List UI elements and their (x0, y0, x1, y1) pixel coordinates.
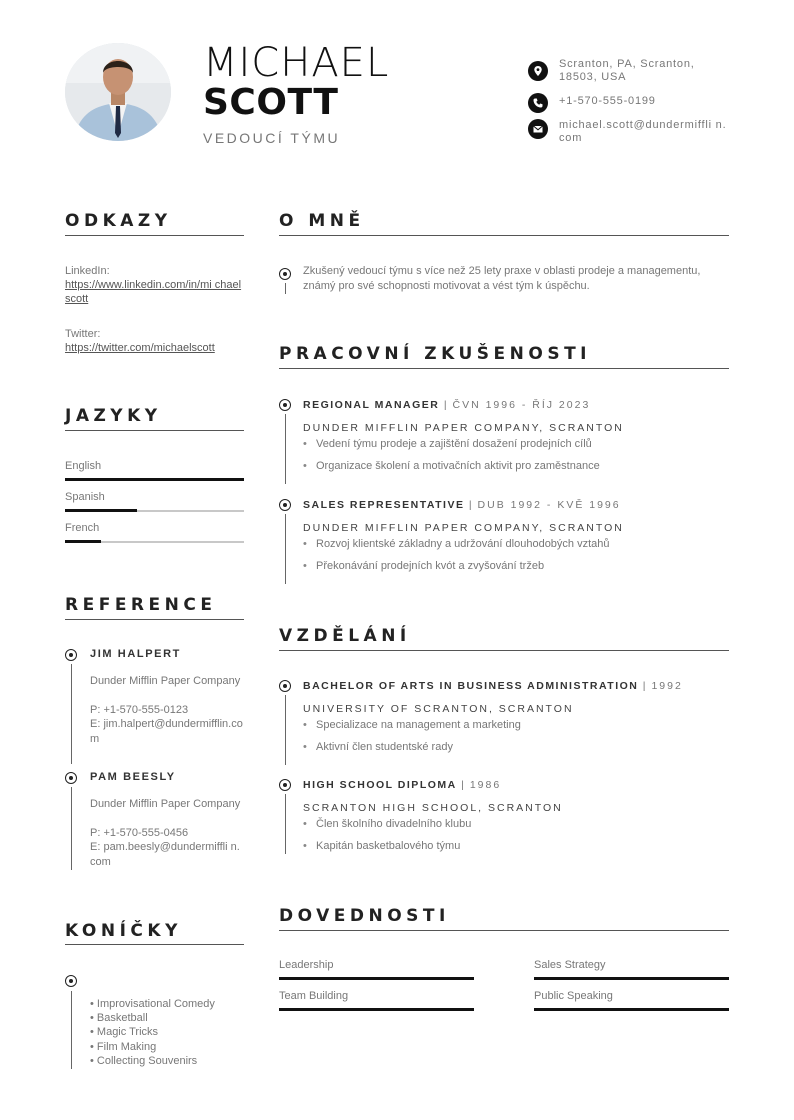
links-divider (65, 235, 244, 236)
languages-divider (65, 430, 244, 431)
job-bullet: • Rozvoj klientské základny a udržování dlouhodobých vztahů (303, 538, 610, 550)
language-spanish-label: Spanish (65, 491, 105, 503)
links-heading: ODKAZY (65, 211, 172, 231)
job-separator: | (443, 399, 449, 411)
education-bullet: • Člen školního divadelního klubu (303, 818, 471, 830)
language-french-fill (65, 540, 101, 543)
education-heading-line (303, 779, 501, 791)
education-year: 1992 (651, 680, 683, 692)
timeline-line (285, 414, 286, 484)
timeline-dot-icon (279, 680, 291, 692)
skill-label: Public Speaking (534, 990, 613, 1002)
timeline-line (71, 787, 72, 870)
job-heading (303, 399, 590, 411)
skill-label: Sales Strategy (534, 959, 606, 971)
skill-bar (279, 1008, 474, 1011)
reference-company: Dunder Mifflin Paper Company (90, 675, 241, 687)
language-english-label: English (65, 460, 102, 472)
timeline-line (71, 664, 72, 764)
education-degree: BACHELOR OF ARTS IN BUSINESS ADMINISTRATION (303, 680, 639, 692)
job-dates: ČVN 1996 - ŘÍJ 2023 (452, 399, 591, 411)
language-french-bar (65, 541, 244, 543)
job-dates: DUB 1992 - KVĚ 1996 (477, 499, 621, 511)
language-french-label: French (65, 522, 100, 534)
language-spanish-fill (65, 509, 137, 512)
language-spanish-bar (65, 510, 244, 512)
timeline-dot-icon (65, 772, 77, 784)
linkedin-url[interactable]: https://www.linkedin.com/in/mi chaelscott (65, 279, 242, 305)
job-title: VEDOUCÍ TÝMU (203, 130, 341, 146)
job-company: DUNDER MIFFLIN PAPER COMPANY, SCRANTON (303, 522, 624, 534)
reference-email: E: pam.beesly@dundermiffli n.com (90, 841, 240, 868)
skills-divider (279, 930, 729, 931)
education-degree: HIGH SCHOOL DIPLOMA (303, 779, 457, 791)
about-divider (279, 235, 729, 236)
skill-label: Team Building (279, 990, 349, 1002)
education-year: 1986 (469, 779, 502, 791)
reference-phone: P: +1-570-555-0123 (90, 704, 189, 716)
job-bullet: • Vedení týmu prodeje a zajištění dosažení prodejních cílů (303, 438, 592, 450)
languages-heading: JAZYKY (65, 406, 162, 426)
contact-address: Scranton, PA, Scranton, 18503, USA (559, 58, 695, 83)
hobby-item: • Film Making (90, 1040, 157, 1053)
linkedin-label: LinkedIn: (65, 265, 110, 277)
timeline-dot-icon (279, 268, 291, 280)
education-separator: | (461, 779, 466, 791)
education-bullet: • Aktivní člen studentské rady (303, 741, 453, 753)
timeline-dot-icon (279, 499, 291, 511)
about-text: Zkušený vedoucí týmu s více než 25 lety praxe v oblasti prodeje a managementu, známý pro své schopnosti motivovat a vést tým k úspěchu. (303, 265, 701, 292)
skills-heading: DOVEDNOSTI (279, 906, 450, 926)
job-company: DUNDER MIFFLIN PAPER COMPANY, SCRANTON (303, 422, 624, 434)
location-pin-icon (528, 61, 548, 81)
twitter-url[interactable]: https://twitter.com/michaelscott (65, 342, 215, 354)
job-bullet: • Organizace školení a motivačních aktivit pro zaměstnance (303, 460, 600, 472)
linkedin-link[interactable] (65, 278, 245, 306)
timeline-dot-icon (279, 399, 291, 411)
skill-bar (534, 1008, 729, 1011)
references-heading: REFERENCE (65, 595, 217, 615)
skill-label: Leadership (279, 959, 334, 971)
about-heading: O MNĚ (279, 211, 365, 231)
skill-bar (279, 977, 474, 980)
last-name: SCOTT (203, 82, 339, 123)
timeline-line (285, 514, 286, 584)
phone-icon (528, 93, 548, 113)
skill-bar (534, 977, 729, 980)
envelope-icon (528, 119, 548, 139)
education-bullet: • Specializace na management a marketing (303, 719, 521, 731)
hobby-item: • Magic Tricks (90, 1026, 159, 1039)
hobby-item: • Collecting Souvenirs (90, 1054, 198, 1067)
education-divider (279, 650, 729, 651)
reference-company: Dunder Mifflin Paper Company (90, 798, 241, 810)
twitter-label: Twitter: (65, 328, 101, 340)
timeline-dot-icon (279, 779, 291, 791)
reference-name: PAM BEESLY (90, 771, 176, 783)
timeline-line (285, 283, 286, 294)
job-role: REGIONAL MANAGER (303, 399, 440, 411)
contact-phone: +1-570-555-0199 (559, 95, 656, 107)
experience-heading: PRACOVNÍ ZKUŠENOSTI (279, 344, 592, 364)
timeline-dot-icon (65, 975, 77, 987)
education-school: UNIVERSITY OF SCRANTON, SCRANTON (303, 703, 574, 715)
job-separator: | (468, 499, 474, 511)
profile-photo (65, 43, 171, 141)
timeline-line (285, 695, 286, 765)
education-separator: | (642, 680, 648, 692)
hobbies-divider (65, 944, 244, 945)
language-english-fill (65, 478, 244, 481)
reference-email: E: jim.halpert@dundermifflin.com (90, 718, 243, 745)
education-bullet: • Kapitán basketbalového týmu (303, 840, 460, 852)
education-heading-line (303, 680, 683, 692)
education-heading: VZDĚLÁNÍ (279, 626, 411, 646)
first-name: MICHAEL (203, 40, 390, 86)
job-bullet: • Překonávání prodejních kvót a zvyšování tržeb (303, 560, 544, 572)
education-school: SCRANTON HIGH SCHOOL, SCRANTON (303, 802, 563, 814)
hobby-item: • Basketball (90, 1012, 148, 1025)
job-role: SALES REPRESENTATIVE (303, 499, 465, 511)
experience-divider (279, 368, 729, 369)
reference-name: JIM HALPERT (90, 648, 181, 660)
timeline-line (71, 991, 72, 1069)
language-english-bar (65, 479, 244, 481)
reference-phone: P: +1-570-555-0456 (90, 827, 189, 839)
timeline-dot-icon (65, 649, 77, 661)
job-heading (303, 499, 621, 511)
references-divider (65, 619, 244, 620)
hobby-item: • Improvisational Comedy (90, 998, 215, 1010)
hobbies-list (90, 997, 215, 1068)
contact-email: michael.scott@dundermiffli n.com (559, 119, 727, 144)
timeline-line (285, 794, 286, 854)
hobbies-heading: KONÍČKY (65, 921, 182, 941)
twitter-link[interactable] (65, 341, 245, 355)
